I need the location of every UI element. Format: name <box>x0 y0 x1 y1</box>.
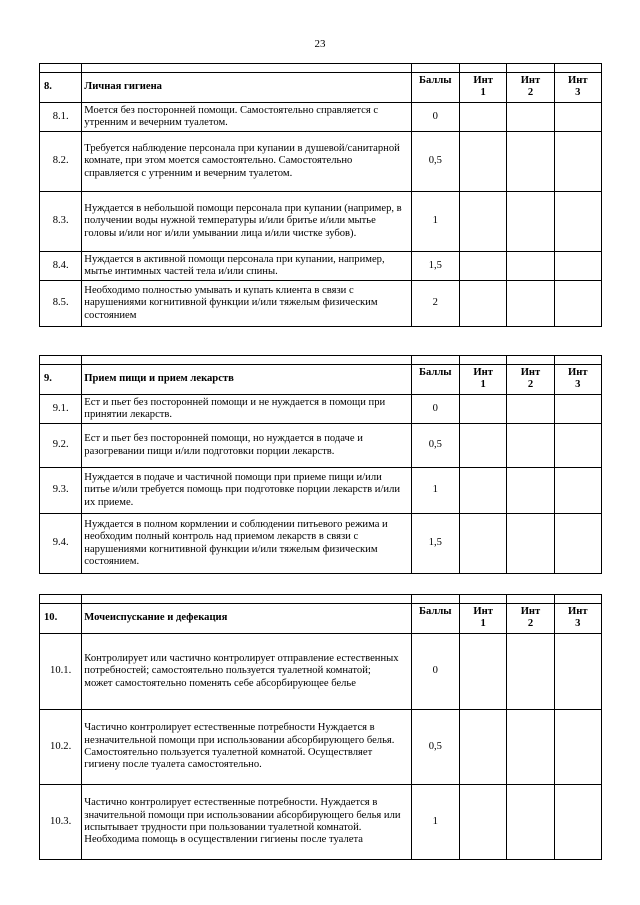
int-cell-2[interactable] <box>507 103 554 132</box>
row-number: 8.4. <box>40 252 82 281</box>
int-cell-2[interactable] <box>507 192 554 252</box>
table-row <box>40 252 602 281</box>
int-cell-1[interactable] <box>459 252 506 281</box>
row-score: 0,5 <box>411 710 459 785</box>
int-cell-2[interactable] <box>507 395 554 424</box>
int-cell-3[interactable] <box>554 395 601 424</box>
table-row <box>40 785 602 860</box>
section-table-meals <box>39 355 602 574</box>
row-score: 0 <box>411 634 459 710</box>
row-description: Требуется наблюдение персонала при купании в душевой/санитарной комнате, при этом моется самостоятельно. Самостоятельно справляется с утренним и вечерним туалетом. <box>82 132 411 192</box>
table-row <box>40 424 602 468</box>
row-score: 1,5 <box>411 252 459 281</box>
table-row <box>40 281 602 327</box>
row-number: 8.1. <box>40 103 82 132</box>
row-description: Контролирует или частично контролирует отправление естественных потребностей; самостоятельно пользуется туалетной комнатой; может самостоятельно поменять себе абсорбирующее белье <box>82 634 411 710</box>
int-column-header-1: Инт 1 <box>459 604 506 634</box>
row-score: 0,5 <box>411 424 459 468</box>
row-score: 2 <box>411 281 459 327</box>
int-cell-3[interactable] <box>554 468 601 514</box>
row-number: 8.3. <box>40 192 82 252</box>
row-score: 0 <box>411 395 459 424</box>
table-row <box>40 103 602 132</box>
int-cell-1[interactable] <box>459 468 506 514</box>
int-cell-3[interactable] <box>554 132 601 192</box>
row-score: 1 <box>411 785 459 860</box>
row-score: 0,5 <box>411 132 459 192</box>
int-cell-1[interactable] <box>459 785 506 860</box>
int-column-header-3: Инт 3 <box>554 604 601 634</box>
row-number: 10.3. <box>40 785 82 860</box>
int-column-header-1: Инт 1 <box>459 365 506 395</box>
row-score: 1 <box>411 192 459 252</box>
int-cell-1[interactable] <box>459 395 506 424</box>
int-cell-2[interactable] <box>507 468 554 514</box>
row-number: 9.4. <box>40 514 82 574</box>
int-cell-2[interactable] <box>507 710 554 785</box>
page-number: 23 <box>314 38 326 50</box>
row-number: 9.3. <box>40 468 82 514</box>
int-cell-1[interactable] <box>459 132 506 192</box>
row-description: Ест и пьет без посторонней помощи, но нуждается в подаче и разогревании пищи и/или подготовки порции лекарств. <box>82 424 411 468</box>
table-row <box>40 395 602 424</box>
section-header <box>40 365 602 395</box>
int-cell-2[interactable] <box>507 281 554 327</box>
row-description: Частично контролирует естественные потребности Нуждается в незначительной помощи при использовании абсорбирующего белья. Самостоятельно пользуется туалетной комнатой. Осуществляет гигиену после туалета самостоятельно. <box>82 710 411 785</box>
row-description: Моется без посторонней помощи. Самостоятельно справляется с утренним и вечерним туалетом. <box>82 103 411 132</box>
int-cell-1[interactable] <box>459 103 506 132</box>
row-score: 1,5 <box>411 514 459 574</box>
int-cell-2[interactable] <box>507 785 554 860</box>
section-table-urination <box>39 594 602 860</box>
section-title: Мочеиспускание и дефекация <box>82 604 411 634</box>
score-column-header: Баллы <box>411 604 459 634</box>
int-column-header-3: Инт 3 <box>554 73 601 103</box>
section-number: 9. <box>40 365 82 395</box>
section-number: 8. <box>40 73 82 103</box>
int-cell-3[interactable] <box>554 252 601 281</box>
int-cell-3[interactable] <box>554 281 601 327</box>
row-description: Нуждается в подаче и частичной помощи при приеме пищи и/или питье и/или требуется помощь при подготовке порции лекарств и/или их приеме. <box>82 468 411 514</box>
int-cell-3[interactable] <box>554 634 601 710</box>
row-score: 1 <box>411 468 459 514</box>
int-column-header-2: Инт 2 <box>507 73 554 103</box>
int-cell-2[interactable] <box>507 424 554 468</box>
int-column-header-3: Инт 3 <box>554 365 601 395</box>
int-column-header-2: Инт 2 <box>507 604 554 634</box>
int-cell-1[interactable] <box>459 281 506 327</box>
section-header <box>40 604 602 634</box>
int-cell-2[interactable] <box>507 514 554 574</box>
row-number: 8.5. <box>40 281 82 327</box>
score-column-header: Баллы <box>411 365 459 395</box>
section-table-hygiene <box>39 63 602 327</box>
row-score: 0 <box>411 103 459 132</box>
int-cell-1[interactable] <box>459 514 506 574</box>
row-description: Нуждается в небольшой помощи персонала при купании (например, в получении воды нужной температуры и/или бритье и/или мытье головы и/или ног и/или умывании лица и/или чистке зубов). <box>82 192 411 252</box>
row-description: Необходимо полностью умывать и купать клиента в связи с нарушениями когнитивной функции и/или тяжелым физическим состоянием <box>82 281 411 327</box>
section-title: Личная гигиена <box>82 73 411 103</box>
row-number: 10.1. <box>40 634 82 710</box>
int-cell-3[interactable] <box>554 103 601 132</box>
int-cell-2[interactable] <box>507 252 554 281</box>
table-row <box>40 468 602 514</box>
int-cell-1[interactable] <box>459 634 506 710</box>
table-row <box>40 514 602 574</box>
section-title: Прием пищи и прием лекарств <box>82 365 411 395</box>
row-number: 10.2. <box>40 710 82 785</box>
int-column-header-2: Инт 2 <box>507 365 554 395</box>
int-cell-1[interactable] <box>459 710 506 785</box>
row-description: Ест и пьет без посторонней помощи и не нуждается в помощи при принятии лекарств. <box>82 395 411 424</box>
section-header <box>40 73 602 103</box>
table-row <box>40 710 602 785</box>
int-cell-3[interactable] <box>554 785 601 860</box>
int-cell-1[interactable] <box>459 192 506 252</box>
row-description: Частично контролирует естественные потребности. Нуждается в значительной помощи при использовании абсорбирующего белья или испытывает трудности при пользовании туалетной комнатой. Необходима помощь в осуществлении гигиены после туалета <box>82 785 411 860</box>
int-cell-3[interactable] <box>554 710 601 785</box>
int-cell-2[interactable] <box>507 634 554 710</box>
table-row <box>40 132 602 192</box>
score-column-header: Баллы <box>411 73 459 103</box>
row-number: 8.2. <box>40 132 82 192</box>
int-column-header-1: Инт 1 <box>459 73 506 103</box>
int-cell-3[interactable] <box>554 424 601 468</box>
table-row <box>40 192 602 252</box>
int-cell-1[interactable] <box>459 424 506 468</box>
section-number: 10. <box>40 604 82 634</box>
int-cell-3[interactable] <box>554 514 601 574</box>
row-description: Нуждается в активной помощи персонала при купании, например, мытье интимных частей тела и/или спины. <box>82 252 411 281</box>
row-description: Нуждается в полном кормлении и соблюдении питьевого режима и необходим полный контроль над приемом лекарств в связи с нарушениями когнитивной функции и/или тяжелым физическим состоянием. <box>82 514 411 574</box>
table-row <box>40 634 602 710</box>
int-cell-2[interactable] <box>507 132 554 192</box>
int-cell-3[interactable] <box>554 192 601 252</box>
row-number: 9.2. <box>40 424 82 468</box>
row-number: 9.1. <box>40 395 82 424</box>
